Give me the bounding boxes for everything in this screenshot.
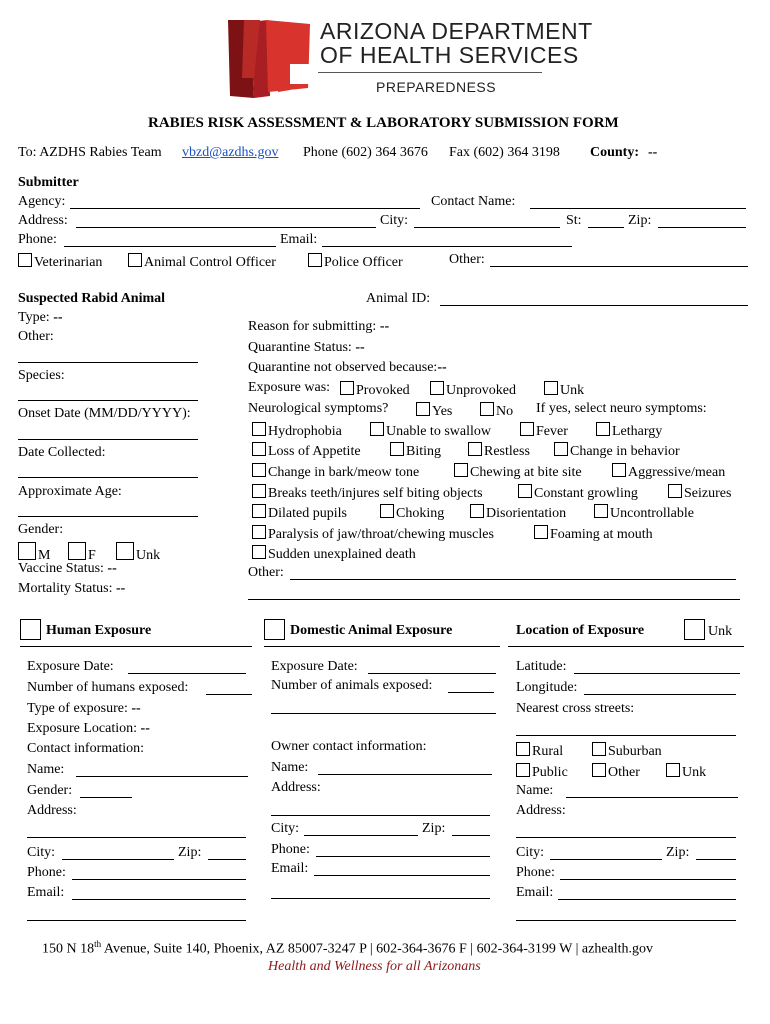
suburban-checkbox[interactable] bbox=[592, 742, 606, 756]
l-email-field-2[interactable] bbox=[516, 920, 736, 921]
h-city-field[interactable] bbox=[62, 859, 174, 860]
mortality-status: Mortality Status: -- bbox=[18, 581, 126, 596]
growling-checkbox[interactable] bbox=[518, 484, 532, 498]
animal-control-checkbox[interactable] bbox=[128, 253, 142, 267]
sym-fever[interactable]: Fever bbox=[520, 422, 568, 439]
provoked-option[interactable]: Provoked bbox=[340, 381, 410, 398]
d-date-field[interactable] bbox=[368, 673, 496, 674]
hydrophobia-checkbox[interactable] bbox=[252, 422, 266, 436]
h-name-field[interactable] bbox=[76, 776, 248, 777]
address-field[interactable] bbox=[76, 227, 376, 228]
mortality-select[interactable]: -- bbox=[116, 581, 126, 596]
animal-heading: Suspected Rabid Animal bbox=[18, 291, 166, 306]
submitter-other-field[interactable] bbox=[490, 266, 748, 267]
sym-bark[interactable]: Change in bark/meow tone bbox=[252, 463, 419, 480]
animal-other-field[interactable] bbox=[18, 362, 198, 363]
h-gender-field[interactable] bbox=[80, 797, 132, 798]
collected-field[interactable] bbox=[18, 477, 198, 478]
l-email-label: Email: bbox=[516, 885, 554, 900]
pupils-checkbox[interactable] bbox=[252, 504, 266, 518]
gender-label: Gender: bbox=[18, 522, 64, 537]
unk2-checkbox[interactable] bbox=[666, 763, 680, 777]
sym-aggressive[interactable]: Aggressive/mean bbox=[612, 463, 725, 480]
d-zip-field[interactable] bbox=[452, 835, 490, 836]
swallow-checkbox[interactable] bbox=[370, 422, 384, 436]
loc-unk2[interactable]: Unk bbox=[666, 763, 706, 780]
vaccine-status: Vaccine Status: -- bbox=[18, 561, 117, 576]
location-unk[interactable]: Unk bbox=[684, 619, 732, 644]
lat-field[interactable] bbox=[574, 673, 740, 674]
phone-label: Phone: bbox=[18, 232, 57, 247]
neuro-label: Neurological symptoms? bbox=[248, 401, 389, 416]
l-zip-field[interactable] bbox=[696, 859, 736, 860]
h-number-label: Number of humans exposed: bbox=[27, 680, 189, 695]
age-label: Approximate Age: bbox=[18, 484, 122, 499]
choking-checkbox[interactable] bbox=[380, 504, 394, 518]
h-phone-field[interactable] bbox=[72, 879, 246, 880]
l-phone-field[interactable] bbox=[560, 879, 736, 880]
paralysis-checkbox[interactable] bbox=[252, 525, 266, 539]
location-divider bbox=[508, 646, 744, 647]
not-observed-row: Quarantine not observed because:-- bbox=[248, 360, 447, 375]
l-address-field[interactable] bbox=[516, 837, 736, 838]
d-name-label: Name: bbox=[271, 760, 309, 775]
header-to: To: AZDHS Rabies Team bbox=[18, 145, 162, 160]
loc-public[interactable]: Public bbox=[516, 763, 568, 780]
sym-lethargy[interactable]: Lethargy bbox=[596, 422, 662, 439]
domestic-exposure-toggle[interactable] bbox=[264, 619, 285, 644]
h-gender-label: Gender: bbox=[27, 783, 73, 798]
loc-rural[interactable]: Rural bbox=[516, 742, 563, 759]
location-heading: Location of Exposure bbox=[516, 623, 645, 638]
details-other-label: Other: bbox=[248, 565, 284, 580]
footer-address: 150 N 18th Avenue, Suite 140, Phoenix, AZ 85007-3247 P | 602-364-3676 F | 602-364-3199 W | azhealth.gov bbox=[42, 939, 654, 957]
d-city-label: City: bbox=[271, 821, 300, 836]
d-address-field[interactable] bbox=[271, 815, 490, 816]
submitter-other-label: Other: bbox=[449, 252, 485, 267]
l-city-field[interactable] bbox=[550, 859, 662, 860]
d-number-field-2[interactable] bbox=[271, 713, 496, 714]
fever-checkbox[interactable] bbox=[520, 422, 534, 436]
type-label: Type: -- bbox=[18, 310, 63, 325]
sym-pupils[interactable]: Dilated pupils bbox=[252, 504, 347, 521]
d-phone-label: Phone: bbox=[271, 842, 310, 857]
logo-line-3: PREPAREDNESS bbox=[376, 79, 497, 95]
st-label: St: bbox=[566, 213, 582, 228]
human-exposure-toggle[interactable] bbox=[20, 619, 41, 644]
l-city-label: City: bbox=[516, 845, 545, 860]
azdhs-logo-mark-icon bbox=[224, 18, 324, 98]
domestic-heading: Domestic Animal Exposure bbox=[290, 623, 453, 638]
lon-label: Longitude: bbox=[516, 680, 578, 695]
provoked-checkbox[interactable] bbox=[340, 381, 354, 395]
onset-label: Onset Date (MM/DD/YYYY): bbox=[18, 406, 191, 421]
cross-label: Nearest cross streets: bbox=[516, 701, 635, 716]
phone-field[interactable] bbox=[64, 246, 276, 247]
gender-unk[interactable]: Unk bbox=[116, 542, 160, 563]
neuro-select-label: If yes, select neuro symptoms: bbox=[536, 401, 707, 416]
d-date-label: Exposure Date: bbox=[271, 659, 358, 674]
neuro-no-checkbox[interactable] bbox=[480, 402, 494, 416]
h-number-field[interactable] bbox=[206, 694, 252, 695]
not-observed-select[interactable]: -- bbox=[437, 360, 447, 375]
d-address-label: Address: bbox=[271, 780, 321, 795]
unprovoked-checkbox[interactable] bbox=[430, 381, 444, 395]
email-link[interactable]: vbzd@azdhs.gov bbox=[182, 145, 279, 160]
form-title: RABIES RISK ASSESSMENT & LABORATORY SUBMISSION FORM bbox=[148, 115, 619, 131]
h-phone-label: Phone: bbox=[27, 865, 66, 880]
county-select[interactable]: -- bbox=[648, 145, 658, 160]
lat-label: Latitude: bbox=[516, 659, 567, 674]
other-checkbox[interactable] bbox=[592, 763, 606, 777]
sym-biting[interactable]: Biting bbox=[390, 442, 441, 459]
h-email-label: Email: bbox=[27, 885, 65, 900]
vaccine-select[interactable]: -- bbox=[107, 561, 117, 576]
h-loc-select[interactable]: -- bbox=[140, 721, 150, 736]
d-zip-label: Zip: bbox=[422, 821, 446, 836]
police-checkbox[interactable] bbox=[308, 253, 322, 267]
header-phone: Phone (602) 364 3676 bbox=[303, 145, 428, 160]
rural-checkbox[interactable] bbox=[516, 742, 530, 756]
neuro-yes-checkbox[interactable] bbox=[416, 402, 430, 416]
opt-animal-control[interactable]: Animal Control Officer bbox=[128, 253, 276, 270]
h-address-field[interactable] bbox=[27, 837, 246, 838]
details-other-field[interactable] bbox=[290, 579, 736, 580]
logo-line-2: OF HEALTH SERVICES bbox=[320, 42, 579, 68]
details-other-field-2[interactable] bbox=[248, 599, 740, 600]
age-field[interactable] bbox=[18, 516, 198, 517]
veterinarian-checkbox[interactable] bbox=[18, 253, 32, 267]
h-contact-label: Contact information: bbox=[27, 741, 145, 756]
h-name-label: Name: bbox=[27, 762, 65, 777]
email-label: Email: bbox=[280, 232, 318, 247]
biting-checkbox[interactable] bbox=[390, 442, 404, 456]
header-fax: Fax (602) 364 3198 bbox=[449, 145, 560, 160]
gender-f[interactable]: F bbox=[68, 542, 96, 563]
sym-uncontrollable[interactable]: Uncontrollable bbox=[594, 504, 694, 521]
gender-unk-checkbox[interactable] bbox=[116, 542, 134, 560]
foaming-checkbox[interactable] bbox=[534, 525, 548, 539]
d-number-label: Number of animals exposed: bbox=[271, 678, 433, 693]
d-phone-field[interactable] bbox=[316, 856, 490, 857]
agency-field[interactable] bbox=[70, 208, 420, 209]
appetite-checkbox[interactable] bbox=[252, 442, 266, 456]
unk-option[interactable]: Unk bbox=[544, 381, 584, 398]
domestic-exposure-checkbox[interactable] bbox=[264, 619, 285, 640]
d-email-field-2[interactable] bbox=[271, 898, 490, 899]
exposure-was-label: Exposure was: bbox=[248, 380, 331, 395]
sym-seizures[interactable]: Seizures bbox=[668, 484, 731, 501]
submitter-heading: Submitter bbox=[18, 175, 79, 190]
sym-appetite[interactable]: Loss of Appetite bbox=[252, 442, 361, 459]
lethargy-checkbox[interactable] bbox=[596, 422, 610, 436]
loc-suburban[interactable]: Suburban bbox=[592, 742, 662, 759]
human-heading: Human Exposure bbox=[46, 623, 152, 638]
chewing-checkbox[interactable] bbox=[454, 463, 468, 477]
h-date-label: Exposure Date: bbox=[27, 659, 114, 674]
animal-other-label: Other: bbox=[18, 329, 54, 344]
d-owner-label: Owner contact information: bbox=[271, 739, 427, 754]
collected-label: Date Collected: bbox=[18, 445, 106, 460]
sym-swallow[interactable]: Unable to swallow bbox=[370, 422, 491, 439]
email-field[interactable] bbox=[322, 246, 572, 247]
l-address-label: Address: bbox=[516, 803, 566, 818]
quarantine-select[interactable]: -- bbox=[355, 340, 365, 355]
behavior-checkbox[interactable] bbox=[554, 442, 568, 456]
location-unk-checkbox[interactable] bbox=[684, 619, 705, 640]
l-phone-label: Phone: bbox=[516, 865, 555, 880]
contact-name-label: Contact Name: bbox=[431, 194, 516, 209]
logo-divider bbox=[318, 72, 542, 73]
logo bbox=[224, 18, 324, 98]
animal-id-field[interactable] bbox=[440, 305, 748, 306]
d-name-field[interactable] bbox=[318, 774, 492, 775]
bark-checkbox[interactable] bbox=[252, 463, 266, 477]
h-date-field[interactable] bbox=[128, 673, 246, 674]
d-number-field[interactable] bbox=[448, 692, 494, 693]
zip-field[interactable] bbox=[658, 227, 746, 228]
sym-growling[interactable]: Constant growling bbox=[518, 484, 638, 501]
sym-teeth[interactable]: Breaks teeth/injures self biting objects bbox=[252, 484, 483, 501]
onset-field[interactable] bbox=[18, 439, 198, 440]
aggressive-checkbox[interactable] bbox=[612, 463, 626, 477]
opt-veterinarian[interactable]: Veterinarian bbox=[18, 253, 102, 270]
gender-m-checkbox[interactable] bbox=[18, 542, 36, 560]
d-email-field[interactable] bbox=[314, 875, 490, 876]
sym-disorientation[interactable]: Disorientation bbox=[470, 504, 566, 521]
species-label: Species: bbox=[18, 368, 65, 383]
species-field[interactable] bbox=[18, 400, 198, 401]
sym-death[interactable]: Sudden unexplained death bbox=[252, 545, 416, 562]
gender-f-checkbox[interactable] bbox=[68, 542, 86, 560]
st-field[interactable] bbox=[588, 227, 624, 228]
agency-label: Agency: bbox=[18, 194, 66, 209]
quarantine-row: Quarantine Status: -- bbox=[248, 340, 365, 355]
l-zip-label: Zip: bbox=[666, 845, 690, 860]
sym-chewing[interactable]: Chewing at bite site bbox=[454, 463, 582, 480]
domestic-divider bbox=[264, 646, 500, 647]
h-city-label: City: bbox=[27, 845, 56, 860]
city-label: City: bbox=[380, 213, 409, 228]
footer-tagline: Health and Wellness for all Arizonans bbox=[268, 959, 481, 974]
h-email-field-2[interactable] bbox=[27, 920, 246, 921]
h-type-select[interactable]: -- bbox=[131, 701, 141, 716]
lon-field[interactable] bbox=[584, 694, 736, 695]
address-label: Address: bbox=[18, 213, 68, 228]
logo-line-1: ARIZONA DEPARTMENT bbox=[320, 18, 593, 44]
cross-field[interactable] bbox=[516, 735, 736, 736]
sym-restless[interactable]: Restless bbox=[468, 442, 530, 459]
l-name-label: Name: bbox=[516, 783, 554, 798]
h-zip-label: Zip: bbox=[178, 845, 202, 860]
disorientation-checkbox[interactable] bbox=[470, 504, 484, 518]
contact-name-field[interactable] bbox=[530, 208, 746, 209]
h-zip-field[interactable] bbox=[208, 859, 246, 860]
h-address-label: Address: bbox=[27, 803, 77, 818]
h-loc: Exposure Location: -- bbox=[27, 721, 150, 736]
restless-checkbox[interactable] bbox=[468, 442, 482, 456]
teeth-checkbox[interactable] bbox=[252, 484, 266, 498]
h-email-field[interactable] bbox=[72, 899, 246, 900]
city-field[interactable] bbox=[414, 227, 560, 228]
sym-behavior[interactable]: Change in behavior bbox=[554, 442, 680, 459]
human-exposure-checkbox[interactable] bbox=[20, 619, 41, 640]
animal-id-label: Animal ID: bbox=[366, 291, 431, 306]
sym-foaming[interactable]: Foaming at mouth bbox=[534, 525, 653, 542]
gender-m[interactable]: M bbox=[18, 542, 50, 563]
seizures-checkbox[interactable] bbox=[668, 484, 682, 498]
neuro-no[interactable]: No bbox=[480, 402, 513, 419]
unk-checkbox[interactable] bbox=[544, 381, 558, 395]
zip-label: Zip: bbox=[628, 213, 652, 228]
d-city-field[interactable] bbox=[304, 835, 418, 836]
h-type: Type of exposure: -- bbox=[27, 701, 141, 716]
l-name-field[interactable] bbox=[566, 797, 738, 798]
county-label: County: bbox=[590, 145, 640, 160]
reason-select[interactable]: -- bbox=[379, 319, 390, 334]
unprovoked-option[interactable]: Unprovoked bbox=[430, 381, 516, 398]
type-select[interactable]: -- bbox=[53, 310, 63, 325]
reason-row: Reason for submitting: -- bbox=[248, 319, 390, 334]
l-email-field[interactable] bbox=[558, 899, 736, 900]
human-divider bbox=[20, 646, 252, 647]
sym-hydrophobia[interactable]: Hydrophobia bbox=[252, 422, 342, 439]
neuro-yes[interactable]: Yes bbox=[416, 402, 452, 419]
sym-choking[interactable]: Choking bbox=[380, 504, 444, 521]
sym-paralysis[interactable]: Paralysis of jaw/throat/chewing muscles bbox=[252, 525, 494, 542]
uncontrollable-checkbox[interactable] bbox=[594, 504, 608, 518]
loc-other[interactable]: Other bbox=[592, 763, 640, 780]
opt-police[interactable]: Police Officer bbox=[308, 253, 403, 270]
public-checkbox[interactable] bbox=[516, 763, 530, 777]
death-checkbox[interactable] bbox=[252, 545, 266, 559]
d-email-label: Email: bbox=[271, 861, 309, 876]
